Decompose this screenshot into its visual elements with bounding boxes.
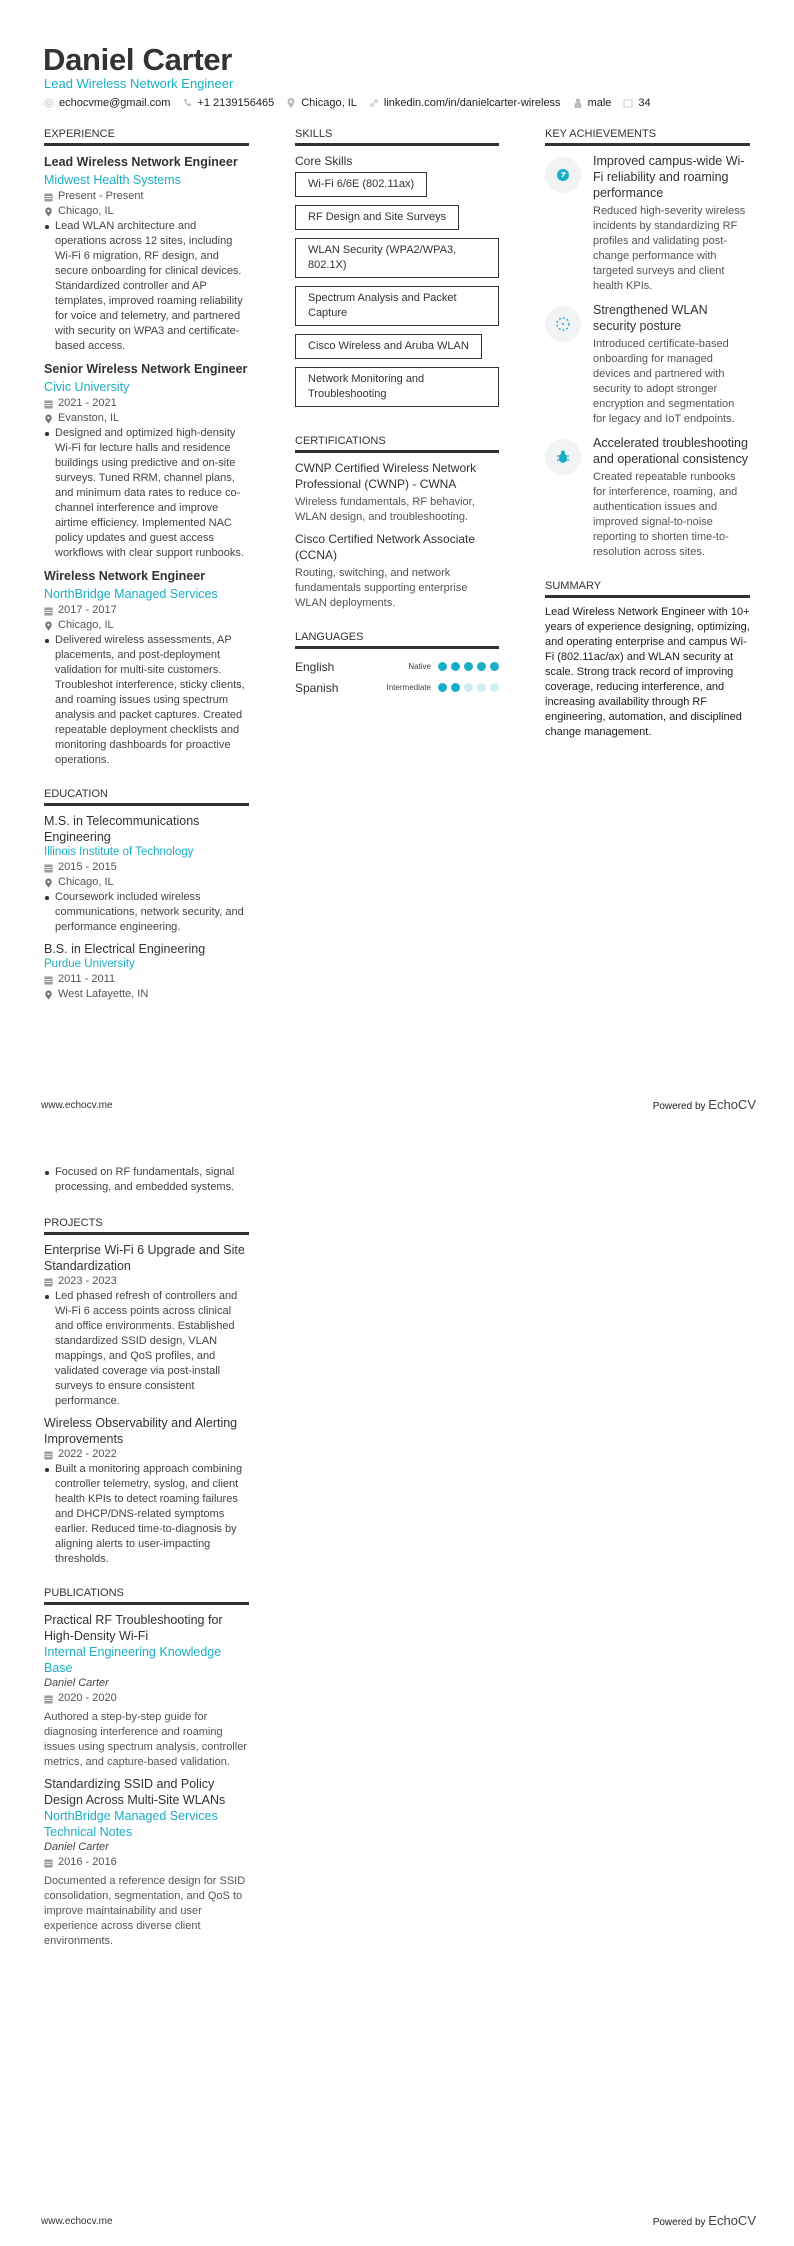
summary-text: Lead Wireless Network Engineer with 10+ years of experience designing, optimizing, and operating enterprise and campus Wi-Fi (802.11ac/ax) and WLAN security at scale. Strong track record of improving coverage, reducing interference, and increasing availability through RF engineering, automation, and disciplined change management. bbox=[545, 606, 750, 738]
section-heading: SKILLS bbox=[295, 128, 499, 146]
skill-tag: WLAN Security (WPA2/WPA3, 802.1X) bbox=[295, 238, 499, 278]
location-icon bbox=[44, 414, 53, 424]
left-column bbox=[44, 128, 249, 1022]
location: Chicago, IL bbox=[58, 876, 114, 888]
email-text: echocvme@gmail.com bbox=[59, 97, 171, 109]
projects-section bbox=[44, 1217, 249, 1567]
job-title: Senior Wireless Network Engineer bbox=[44, 362, 248, 376]
calendar-icon bbox=[44, 1450, 53, 1460]
publication-title: Practical RF Troubleshooting for High-Density Wi-Fi bbox=[44, 1613, 223, 1643]
dates: Present - Present bbox=[58, 190, 144, 202]
contact-gender bbox=[573, 97, 612, 109]
achievements-section bbox=[545, 128, 750, 560]
date-row bbox=[44, 860, 249, 875]
experience-section bbox=[44, 128, 249, 768]
project-title: Enterprise Wi-Fi 6 Upgrade and Site Standardization bbox=[44, 1243, 245, 1273]
skill-tag: Network Monitoring and Troubleshooting bbox=[295, 367, 499, 407]
contact-phone[interactable] bbox=[182, 97, 274, 109]
location-icon bbox=[286, 98, 296, 108]
school-name: Illinois Institute of Technology bbox=[44, 846, 194, 858]
calendar-icon bbox=[623, 98, 633, 108]
rating-dot-filled bbox=[451, 683, 460, 692]
publication-description: Documented a reference design for SSID consolidation, segmentation, and QoS to improve maintainability and user experience across diverse client environments. bbox=[44, 1875, 246, 1947]
calendar-icon bbox=[44, 1694, 53, 1704]
at-icon bbox=[44, 98, 54, 108]
brand-name: EchoCV bbox=[708, 2213, 756, 2228]
left-column bbox=[44, 1165, 249, 1969]
section-heading: CERTIFICATIONS bbox=[295, 435, 499, 453]
skill-tag: Cisco Wireless and Aruba WLAN bbox=[295, 334, 482, 359]
badge-icon bbox=[545, 157, 581, 193]
right-column bbox=[545, 128, 750, 760]
job-title: Wireless Network Engineer bbox=[44, 569, 206, 583]
location-row bbox=[44, 618, 249, 633]
bullet: Coursework included wireless communications, network security, and performance engineering. bbox=[44, 890, 249, 935]
person-icon bbox=[573, 98, 583, 108]
publication-entry bbox=[44, 1776, 249, 1949]
experience-entry bbox=[44, 360, 249, 561]
middle-column bbox=[295, 128, 499, 718]
rating-dot-filled bbox=[477, 662, 486, 671]
education-entry bbox=[44, 941, 249, 1002]
language-row bbox=[295, 677, 499, 698]
school-name: Purdue University bbox=[44, 958, 135, 970]
degree: M.S. in Telecommunications Engineering bbox=[44, 814, 200, 844]
calendar-icon bbox=[44, 192, 53, 202]
target-icon bbox=[545, 306, 581, 342]
location-icon bbox=[44, 878, 53, 888]
location-icon bbox=[44, 990, 53, 1000]
calendar-icon bbox=[44, 606, 53, 616]
publication-title: Standardizing SSID and Policy Design Across Multi-Site WLANs bbox=[44, 1777, 226, 1807]
contact-location bbox=[286, 97, 357, 109]
skills-section bbox=[295, 128, 499, 415]
education-entry bbox=[44, 813, 249, 935]
section-heading: LANGUAGES bbox=[295, 631, 499, 649]
candidate-name: Daniel Carter bbox=[43, 42, 233, 77]
language-rating bbox=[438, 683, 499, 692]
contact-age bbox=[623, 97, 650, 109]
footer-powered-by[interactable] bbox=[653, 1097, 756, 1112]
rating-dot-empty bbox=[477, 683, 486, 692]
phone-icon bbox=[182, 98, 192, 108]
company-name: NorthBridge Managed Services bbox=[44, 587, 218, 601]
footer-powered-by[interactable] bbox=[653, 2213, 756, 2228]
date-row bbox=[44, 396, 249, 411]
language-name: English bbox=[295, 659, 335, 674]
rating-dot-empty bbox=[490, 683, 499, 692]
gender-text: male bbox=[587, 97, 612, 109]
powered-by-label: Powered by bbox=[652, 2217, 706, 2228]
location-text: Chicago, IL bbox=[301, 97, 357, 109]
skill-tag: RF Design and Site Surveys bbox=[295, 205, 459, 230]
bullet: Delivered wireless assessments, AP placements, and post-deployment validation for multi-site customers. Troubleshot interference, sticky clients, and roaming issues using spectrum analysis and packet captures. Created repeatable deployment checklists and monitoring dashboards for proactive operations. bbox=[44, 633, 249, 768]
achievement-item bbox=[545, 153, 750, 294]
achievement-description: Introduced certificate-based onboarding for managed devices and partnered with security to adopt stronger encryption and segmentation for legacy and IoT endpoints. bbox=[593, 338, 735, 425]
rating-dot-empty bbox=[464, 683, 473, 692]
achievement-title: Improved campus-wide Wi-Fi reliability and roaming performance bbox=[593, 154, 745, 200]
publications-section bbox=[44, 1587, 249, 1949]
bullet: Lead WLAN architecture and operations across 12 sites, including Wi-Fi 6 migration, RF design, and secure onboarding for clinical devices. Standardized controller and AP templates, improved roaming reliability for voice and telemetry, and partnered with security on WPA3 and certificate-based access. bbox=[44, 219, 249, 354]
location: West Lafayette, IN bbox=[58, 988, 149, 1000]
date-row bbox=[44, 1274, 249, 1289]
date-row bbox=[44, 1691, 249, 1706]
date-row bbox=[44, 1855, 249, 1870]
bullet: Led phased refresh of controllers and Wi-Fi 6 access points across clinical and office environments. Established standardized SSID design, VLAN mappings, and QoS profiles, and validated coverage via post-install surveys to ensure consistent performance. bbox=[44, 1289, 249, 1409]
location-row bbox=[44, 987, 249, 1002]
date-row bbox=[44, 972, 249, 987]
publisher: Internal Engineering Knowledge Base bbox=[44, 1645, 222, 1675]
degree: B.S. in Electrical Engineering bbox=[44, 942, 206, 956]
date-row bbox=[44, 189, 249, 204]
skill-tag: Wi-Fi 6/6E (802.11ax) bbox=[295, 172, 427, 197]
calendar-icon bbox=[44, 975, 53, 985]
author: Daniel Carter bbox=[44, 1841, 109, 1853]
achievement-title: Strengthened WLAN security posture bbox=[593, 303, 708, 333]
dates: 2020 - 2020 bbox=[58, 1692, 117, 1704]
candidate-title: Lead Wireless Network Engineer bbox=[44, 76, 234, 91]
calendar-icon bbox=[44, 1858, 53, 1868]
date-row bbox=[44, 603, 249, 618]
project-entry bbox=[44, 1242, 249, 1409]
certification-name: Cisco Certified Network Associate (CCNA) bbox=[295, 532, 476, 562]
rating-dot-filled bbox=[464, 662, 473, 671]
company-name: Civic University bbox=[44, 380, 130, 394]
section-heading: EXPERIENCE bbox=[44, 128, 249, 146]
dates: 2022 - 2022 bbox=[58, 1448, 117, 1460]
rating-dot-filled bbox=[438, 662, 447, 671]
rating-dot-filled bbox=[451, 662, 460, 671]
contact-bar bbox=[44, 97, 651, 109]
education-section bbox=[44, 788, 249, 1002]
brand-name: EchoCV bbox=[708, 1097, 756, 1112]
achievement-title: Accelerated troubleshooting and operational consistency bbox=[593, 436, 748, 466]
languages-section bbox=[295, 631, 499, 698]
location-icon bbox=[44, 621, 53, 631]
section-heading: KEY ACHIEVEMENTS bbox=[545, 128, 750, 146]
language-level: Intermediate bbox=[386, 683, 431, 692]
achievement-item bbox=[545, 435, 750, 560]
calendar-icon bbox=[44, 399, 53, 409]
link-icon bbox=[369, 98, 379, 108]
experience-entry bbox=[44, 153, 249, 354]
location: Chicago, IL bbox=[58, 619, 114, 631]
author: Daniel Carter bbox=[44, 1677, 109, 1689]
location-row bbox=[44, 875, 249, 890]
section-heading: SUMMARY bbox=[545, 580, 750, 598]
achievement-item bbox=[545, 302, 750, 427]
bullet: Focused on RF fundamentals, signal processing, and embedded systems. bbox=[44, 1165, 249, 1195]
project-title: Wireless Observability and Alerting Improvements bbox=[44, 1416, 238, 1446]
calendar-icon bbox=[44, 863, 53, 873]
location-icon bbox=[44, 207, 53, 217]
linkedin-text: linkedin.com/in/danielcarter-wireless bbox=[383, 97, 561, 109]
phone-text: +1 2139156465 bbox=[197, 97, 275, 109]
language-row bbox=[295, 656, 499, 677]
bug-icon bbox=[545, 439, 581, 475]
achievement-description: Reduced high-severity wireless incidents by standardizing RF profiles and validating post-change performance with targeted surveys and client health KPIs. bbox=[593, 205, 746, 292]
dates: 2017 - 2017 bbox=[58, 604, 117, 616]
publisher: NorthBridge Managed Services Technical Notes bbox=[44, 1809, 218, 1839]
certifications-section bbox=[295, 435, 499, 611]
certification-description: Wireless fundamentals, RF behavior, WLAN design, and troubleshooting. bbox=[295, 496, 475, 523]
resume-page-2 bbox=[0, 1123, 794, 2246]
dates: 2011 - 2011 bbox=[58, 973, 116, 985]
section-heading: EDUCATION bbox=[44, 788, 249, 806]
achievement-description: Created repeatable runbooks for interference, roaming, and authentication issues and improved signal-to-noise reporting to shorten time-to-resolution across sites. bbox=[593, 471, 738, 558]
location-row bbox=[44, 204, 249, 219]
language-level: Native bbox=[408, 662, 431, 671]
age-text: 34 bbox=[638, 97, 651, 109]
bullet: Built a monitoring approach combining controller telemetry, syslog, and client health KPIs to detect roaming failures and DHCP/DNS-related symptoms earlier. Reduced time-to-diagnosis by aligning alerts to user-impacting thresholds. bbox=[44, 1462, 249, 1567]
language-rating bbox=[438, 662, 499, 671]
footer-site-link[interactable]: www.echocv.me bbox=[41, 2216, 113, 2227]
rating-dot-filled bbox=[438, 683, 447, 692]
certification-description: Routing, switching, and network fundamentals supporting enterprise WLAN deployments. bbox=[295, 567, 468, 609]
dates: 2021 - 2021 bbox=[58, 397, 117, 409]
section-heading: PUBLICATIONS bbox=[44, 1587, 249, 1605]
section-heading: PROJECTS bbox=[44, 1217, 249, 1235]
footer-site-link[interactable]: www.echocv.me bbox=[41, 1100, 113, 1111]
dates: 2015 - 2015 bbox=[58, 861, 117, 873]
skill-group-heading: Core Skills bbox=[295, 154, 353, 168]
dates: 2016 - 2016 bbox=[58, 1856, 117, 1868]
contact-email[interactable] bbox=[44, 97, 170, 109]
date-row bbox=[44, 1447, 249, 1462]
project-entry bbox=[44, 1415, 249, 1567]
publication-entry bbox=[44, 1612, 249, 1770]
location: Evanston, IL bbox=[58, 412, 120, 424]
location-row bbox=[44, 411, 249, 426]
contact-linkedin[interactable] bbox=[369, 97, 561, 109]
powered-by-label: Powered by bbox=[652, 1101, 706, 1112]
company-name: Midwest Health Systems bbox=[44, 173, 181, 187]
dates: 2023 - 2023 bbox=[58, 1275, 117, 1287]
experience-entry bbox=[44, 567, 249, 768]
language-name: Spanish bbox=[295, 680, 339, 695]
publication-description: Authored a step-by-step guide for diagnosing interference and roaming issues using spectrum analysis, controller metrics, and capture-based validation. bbox=[44, 1711, 247, 1768]
rating-dot-filled bbox=[490, 662, 499, 671]
job-title: Lead Wireless Network Engineer bbox=[44, 155, 238, 169]
calendar-icon bbox=[44, 1277, 53, 1287]
skill-tag: Spectrum Analysis and Packet Capture bbox=[295, 286, 499, 326]
location: Chicago, IL bbox=[58, 205, 114, 217]
bullet: Designed and optimized high-density Wi-Fi for lecture halls and residence buildings using predictive and on-site surveys. Tuned RRM, channel plans, and minimum data rates to reduce co-channel interference and improve airtime efficiency. Implemented NAC policy updates and guest access workflows with clear support runbooks. bbox=[44, 426, 249, 561]
summary-section bbox=[545, 580, 750, 740]
certification-name: CWNP Certified Wireless Network Professional (CWNP) - CWNA bbox=[295, 461, 477, 491]
